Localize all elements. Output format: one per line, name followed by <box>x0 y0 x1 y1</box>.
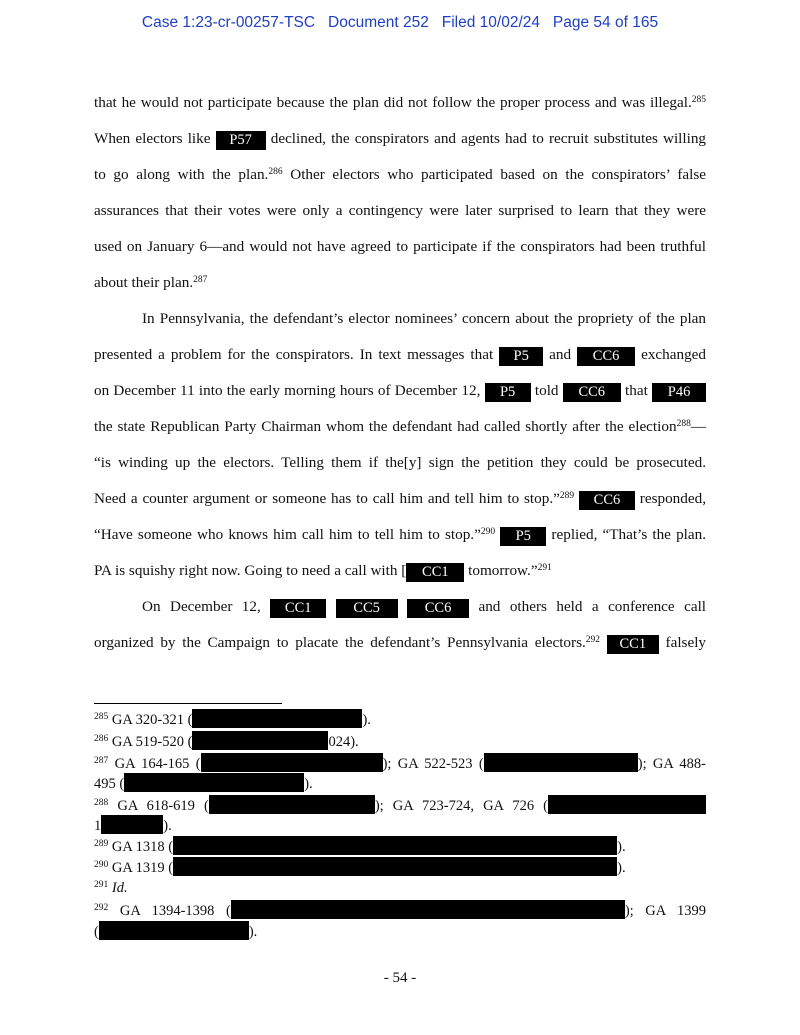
redaction-box <box>192 709 362 728</box>
footnote-ref: 290 <box>480 527 496 537</box>
footnote: $^{292}$ GA 1394-1398 ( ); GA 1399 <box>94 900 706 920</box>
text-line: On December 12, CC1 CC5 CC6 and others held a conference call <box>142 598 707 616</box>
redaction-label: CC6 <box>577 347 635 366</box>
redaction-box <box>124 773 304 792</box>
text-line: “Have someone who knows him call him to tell him to stop.”$^{290}$ P5 replied, “That’s the plan. <box>94 526 707 544</box>
footnote-ref: 291 <box>537 563 552 573</box>
text-line: assurances that their votes were only a contingency were later surprised to learn that they were <box>94 202 706 219</box>
footnote-ref: 287 <box>193 275 208 285</box>
case-header <box>0 14 800 32</box>
redaction-label: P46 <box>652 383 706 402</box>
footnote-ref: 292 <box>585 635 601 645</box>
text-line: to go along with the plan.$^{286}$ Other electors who participated based on the conspirators’ false <box>94 166 706 183</box>
footnote-continuation: ( ). <box>94 921 706 941</box>
text-line: on December 11 into the early morning hours of December 12, P5 told CC6 that P46 <box>94 380 706 402</box>
document-number: Document 252 <box>328 14 429 31</box>
text-line: organized by the Campaign to placate the defendant’s Pennsylvania electors.$^{292}$ CC1 falsely <box>94 634 707 652</box>
redaction-label: P5 <box>500 527 546 546</box>
redaction-label: P57 <box>216 131 266 150</box>
text-line: In Pennsylvania, the defendant’s elector nominees’ concern about the propriety of the plan <box>142 310 706 327</box>
text-line: the state Republican Party Chairman whom the defendant had called shortly after the election$^{288}$— <box>94 418 706 435</box>
text-line: “is winding up the electors. Telling them if the[y] sign the petition they could be prosecuted. <box>94 454 706 471</box>
footnote-ref: 289 <box>559 491 575 501</box>
footnote: $^{288}$ GA 618-619 ( ); GA 723-724, GA 726 ( <box>94 795 706 815</box>
footnote-continuation: 495 ( ). <box>94 773 706 793</box>
footnote: $^{290}$ GA 1319 ( ). <box>94 857 706 877</box>
redaction-label: CC6 <box>407 599 469 618</box>
text-line: that he would not participate because the plan did not follow the proper process and was illegal.$^{285}$ <box>94 94 706 111</box>
text-line: PA is squishy right now. Going to need a call with [ CC1 tomorrow.”$^{291}$ <box>94 562 552 580</box>
footnote: $^{287}$ GA 164-165 ( ); GA 522-523 ( ); GA 488- <box>94 753 706 773</box>
redaction-box <box>484 753 638 772</box>
footnote: $^{291}$ Id. <box>94 880 128 896</box>
footnote: $^{285}$ GA 320-321 ( ). <box>94 709 706 729</box>
redaction-box <box>209 795 375 814</box>
text-line: used on January 6—and would not have agreed to participate if the conspirators had been truthful <box>94 238 706 255</box>
redaction-label: CC5 <box>336 599 398 618</box>
footnote-ref: 288 <box>676 419 691 429</box>
redaction-label: CC1 <box>270 599 326 618</box>
text-line: Need a counter argument or someone has to call him and tell him to stop.”$^{289}$ CC6 responded, <box>94 490 706 508</box>
redaction-label: CC6 <box>563 383 621 402</box>
filed-date: Filed 10/02/24 <box>441 14 540 31</box>
redaction-label: CC1 <box>607 635 659 654</box>
redaction-box <box>192 731 328 750</box>
text-line: presented a problem for the conspirators. In text messages that P5 and CC6 exchanged <box>94 346 707 364</box>
redaction-label: P5 <box>485 383 531 402</box>
case-number: Case 1:23-cr-00257-TSC <box>141 14 316 31</box>
footnote-separator <box>94 703 282 704</box>
page-number: - 54 - <box>383 970 417 986</box>
footnote-ref: 285 <box>691 95 706 105</box>
redaction-box <box>101 815 163 834</box>
footnote-ref: 286 <box>268 167 283 177</box>
redaction-box <box>173 836 617 855</box>
redaction-box <box>548 795 706 814</box>
page-count: Page 54 of 165 <box>552 14 659 31</box>
text-line: about their plan.$^{287}$ <box>94 274 208 291</box>
redaction-box <box>99 921 249 940</box>
text-line: When electors like P57 declined, the conspirators and agents had to recruit substitutes willing <box>94 130 707 148</box>
redaction-label: CC1 <box>406 563 464 582</box>
footnote: $^{286}$ GA 519-520 ( 024). <box>94 731 706 751</box>
redaction-label: CC6 <box>579 491 635 510</box>
redaction-label: P5 <box>499 347 543 366</box>
footnote: $^{289}$ GA 1318 ( ). <box>94 836 706 856</box>
redaction-box <box>173 857 617 876</box>
footnote-continuation: 1 ). <box>94 815 706 835</box>
redaction-box <box>231 900 625 919</box>
redaction-box <box>201 753 383 772</box>
